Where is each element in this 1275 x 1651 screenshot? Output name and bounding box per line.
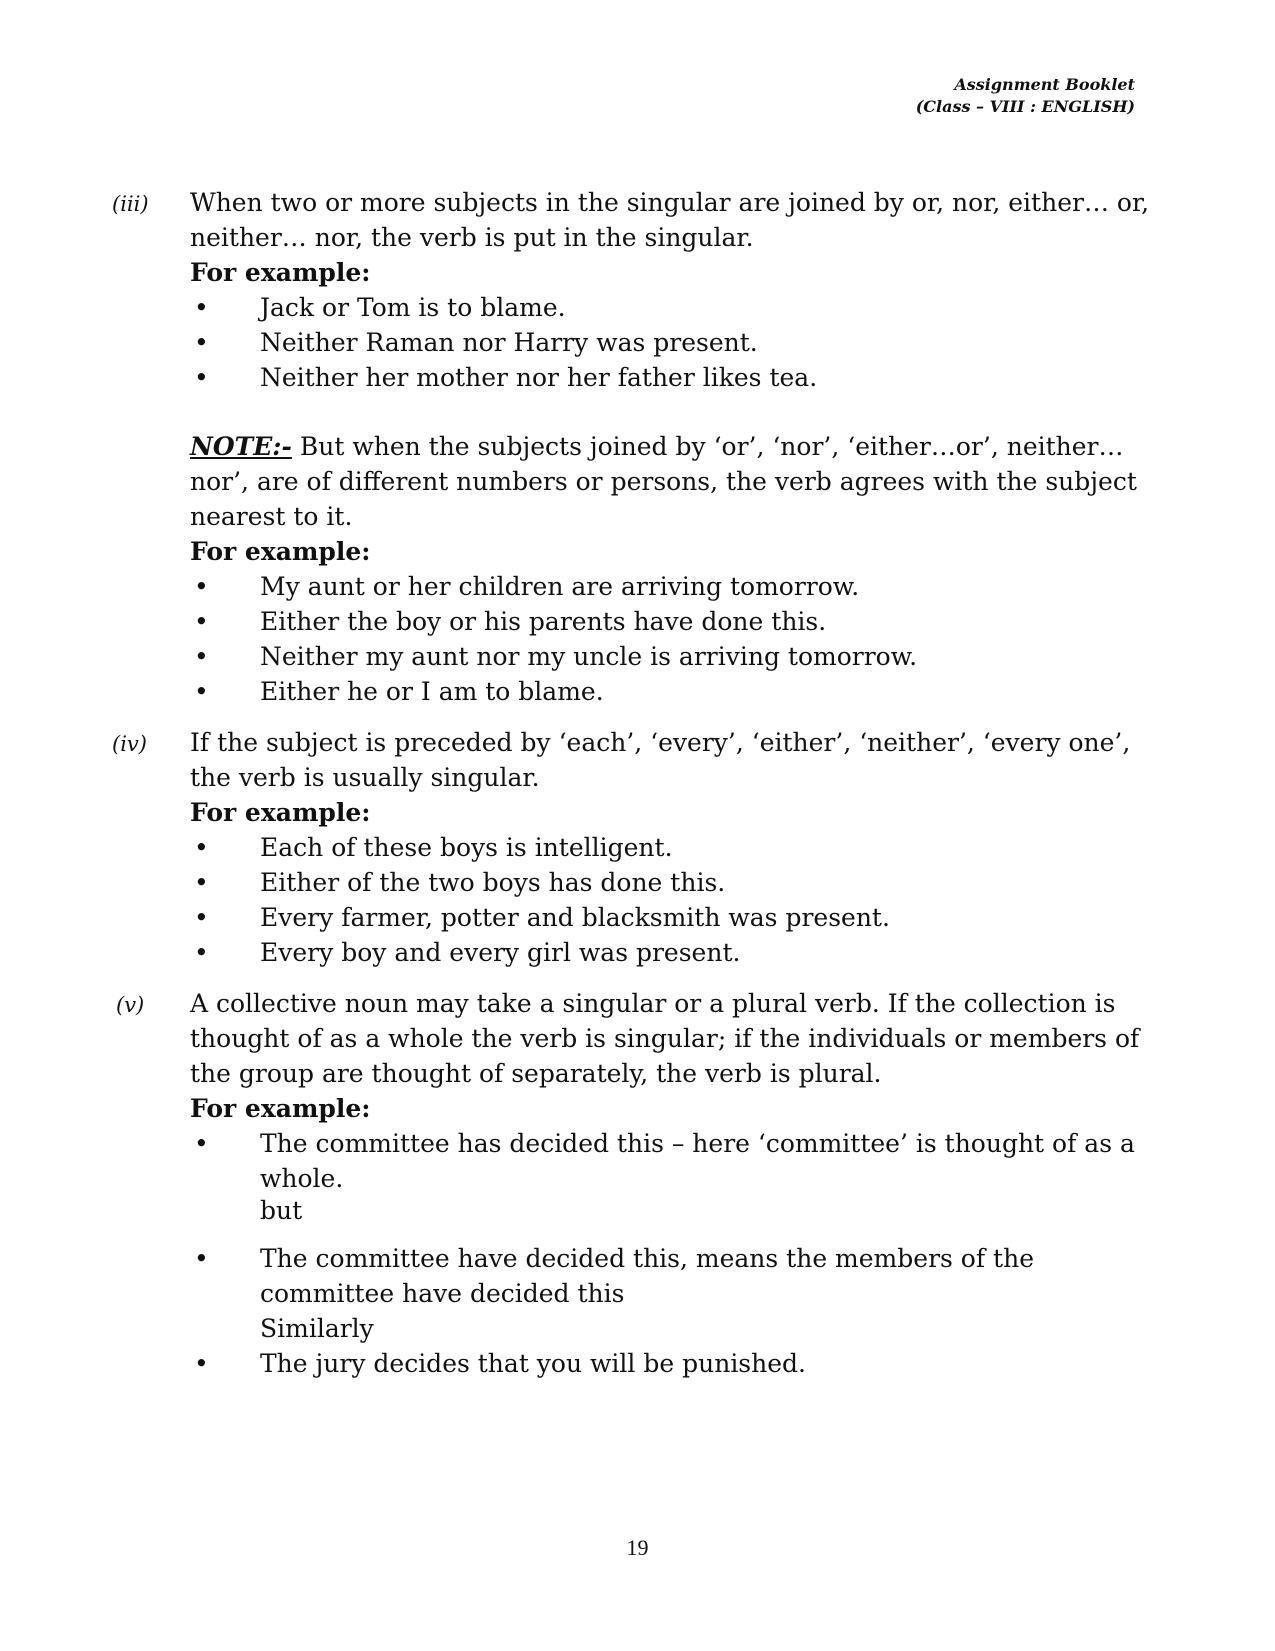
example-heading: For example: <box>190 258 371 287</box>
page-header <box>916 74 1135 118</box>
bullet-icon: • <box>194 1129 209 1158</box>
note-label: NOTE:- <box>190 432 292 461</box>
example-text: The jury decides that you will be punished. <box>260 1349 806 1378</box>
example-heading: For example: <box>190 537 371 566</box>
example-text: The committee has decided this – here ‘committee’ is thought of as a whole. <box>260 1129 1135 1193</box>
section-numeral: (iv) <box>112 732 147 756</box>
list-item <box>190 865 1152 900</box>
example-text: The committee have decided this, means the members of the committee have decided this <box>260 1244 1034 1308</box>
note-text: But when the subjects joined by ‘or’, ‘nor’, ‘either…or’, neither…nor’, are of different numbers or persons, the verb agrees with the subject nearest to it. <box>190 432 1137 531</box>
example-text: My aunt or her children are arriving tomorrow. <box>260 572 860 601</box>
bullet-icon: • <box>194 572 209 601</box>
connector-text: Similarly <box>260 1314 374 1343</box>
bullet-icon: • <box>194 363 209 392</box>
list-item <box>190 360 1152 395</box>
example-heading: For example: <box>190 1094 371 1123</box>
list-item <box>190 569 1152 604</box>
bullet-icon: • <box>194 328 209 357</box>
rule-section-iii <box>112 185 1152 709</box>
rule-section-iv <box>112 725 1152 970</box>
booklet-title: Assignment Booklet <box>954 75 1135 94</box>
bullet-icon: • <box>194 607 209 636</box>
list-item <box>190 830 1152 865</box>
bullet-icon: • <box>194 868 209 897</box>
example-text: Either of the two boys has done this. <box>260 868 726 897</box>
example-text: Neither her mother nor her father likes tea. <box>260 363 818 392</box>
example-text: Jack or Tom is to blame. <box>260 293 566 322</box>
example-text: Each of these boys is intelligent. <box>260 833 673 862</box>
list-item <box>190 900 1152 935</box>
connector-text: but <box>260 1196 303 1225</box>
list-item <box>190 935 1152 970</box>
rule-text: If the subject is preceded by ‘each’, ‘every’, ‘either’, ‘neither’, ‘every one’, the verb is usually singular. <box>190 728 1131 792</box>
bullet-icon: • <box>194 293 209 322</box>
example-text: Every farmer, potter and blacksmith was present. <box>260 903 890 932</box>
example-text: Either the boy or his parents have done this. <box>260 607 827 636</box>
section-numeral: (iii) <box>112 192 149 216</box>
bullet-icon: • <box>194 1244 209 1273</box>
bullet-icon: • <box>194 642 209 671</box>
rule-text: A collective noun may take a singular or a plural verb. If the collection is thought of as a whole the verb is singular; if the individuals or members of the group are thought of separately, the verb is plural. <box>190 989 1140 1088</box>
example-list <box>190 1126 1152 1381</box>
list-item <box>190 1126 1152 1228</box>
note-paragraph <box>190 429 1152 534</box>
bullet-icon: • <box>194 1349 209 1378</box>
page-number: 19 <box>626 1535 649 1560</box>
example-list <box>190 830 1152 970</box>
bullet-icon: • <box>194 938 209 967</box>
example-list <box>190 569 1152 709</box>
example-text: Neither Raman nor Harry was present. <box>260 328 758 357</box>
list-item <box>190 604 1152 639</box>
list-item <box>190 1241 1152 1346</box>
bullet-icon: • <box>194 833 209 862</box>
example-text: Either he or I am to blame. <box>260 677 604 706</box>
list-item <box>190 325 1152 360</box>
rule-text: When two or more subjects in the singular are joined by or, nor, either… or, neither… nor, the verb is put in the singular. <box>190 188 1150 252</box>
list-item <box>190 639 1152 674</box>
page-content <box>112 185 1152 1381</box>
bullet-icon: • <box>194 677 209 706</box>
example-list <box>190 290 1152 395</box>
class-subject: (Class – VIII : ENGLISH) <box>915 97 1135 116</box>
example-heading: For example: <box>190 798 371 827</box>
rule-section-v <box>112 986 1152 1381</box>
example-text: Every boy and every girl was present. <box>260 938 741 967</box>
list-item <box>190 1346 1152 1381</box>
list-item <box>190 290 1152 325</box>
example-text: Neither my aunt nor my uncle is arriving tomorrow. <box>260 642 918 671</box>
list-item <box>190 674 1152 709</box>
section-numeral: (v) <box>116 993 145 1017</box>
bullet-icon: • <box>194 903 209 932</box>
